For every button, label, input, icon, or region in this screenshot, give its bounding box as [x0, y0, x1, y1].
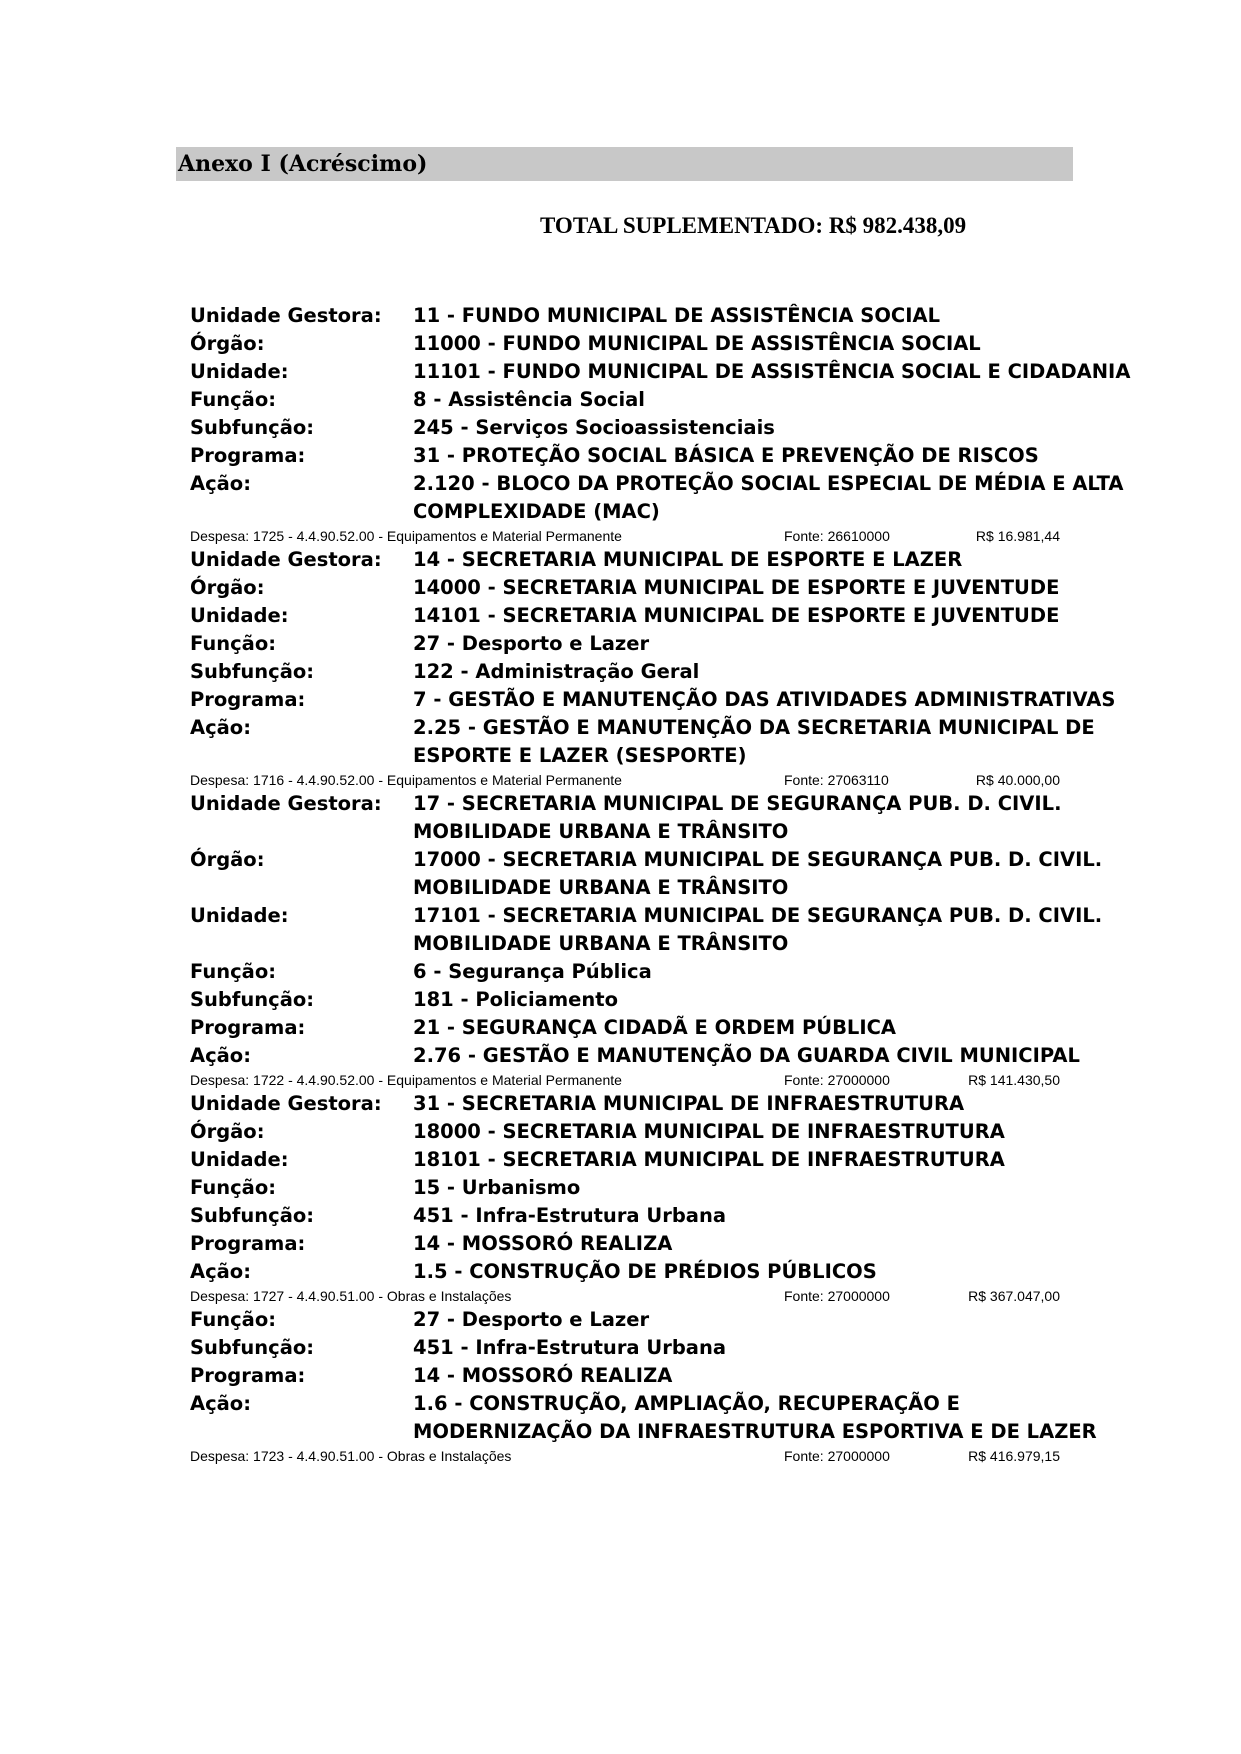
annex-title: Anexo I (Acréscimo) [176, 147, 1073, 181]
row-subfuncao [190, 1334, 1060, 1362]
expense-line [190, 770, 1060, 790]
row-orgao [190, 574, 1060, 602]
label: Unidade: [190, 904, 289, 927]
expense-source: Fonte: 27000000 [784, 1288, 890, 1304]
label: Subfunção: [190, 988, 315, 1011]
value: 8 - Assistência Social [413, 388, 645, 411]
value: 245 - Serviços Socioassistenciais [413, 416, 775, 439]
value: 451 - Infra-Estrutura Urbana [413, 1204, 726, 1227]
row-acao [190, 1390, 1060, 1418]
row-funcao [190, 958, 1060, 986]
label: Ação: [190, 1392, 252, 1415]
label: Programa: [190, 688, 306, 711]
value: 1.6 - CONSTRUÇÃO, AMPLIAÇÃO, RECUPERAÇÃO E [413, 1392, 960, 1415]
value: 11000 - FUNDO MUNICIPAL DE ASSISTÊNCIA SOCIAL [413, 332, 981, 355]
label: Subfunção: [190, 1336, 315, 1359]
value: MOBILIDADE URBANA E TRÂNSITO [413, 820, 789, 843]
row-funcao [190, 386, 1060, 414]
value: 122 - Administração Geral [413, 660, 700, 683]
row-subfuncao [190, 658, 1060, 686]
value: 11 - FUNDO MUNICIPAL DE ASSISTÊNCIA SOCIAL [413, 304, 941, 327]
value: 18101 - SECRETARIA MUNICIPAL DE INFRAESTRUTURA [413, 1148, 1005, 1171]
value: 27 - Desporto e Lazer [413, 1308, 650, 1331]
value: 14 - MOSSORÓ REALIZA [413, 1364, 673, 1387]
value: 11101 - FUNDO MUNICIPAL DE ASSISTÊNCIA SOCIAL E CIDADANIA [413, 360, 1131, 383]
value: 7 - GESTÃO E MANUTENÇÃO DAS ATIVIDADES ADMINISTRATIVAS [413, 688, 1116, 711]
label: Programa: [190, 1232, 306, 1255]
value: 2.120 - BLOCO DA PROTEÇÃO SOCIAL ESPECIAL DE MÉDIA E ALTA [413, 472, 1124, 495]
row-funcao [190, 1174, 1060, 1202]
label: Subfunção: [190, 1204, 315, 1227]
value: 21 - SEGURANÇA CIDADÃ E ORDEM PÚBLICA [413, 1016, 897, 1039]
expense-amount: R$ 416.979,15 [968, 1448, 1060, 1464]
value: 31 - PROTEÇÃO SOCIAL BÁSICA E PREVENÇÃO DE RISCOS [413, 444, 1039, 467]
expense-source: Fonte: 27063110 [784, 772, 889, 788]
value: MOBILIDADE URBANA E TRÂNSITO [413, 932, 789, 955]
value: 451 - Infra-Estrutura Urbana [413, 1336, 726, 1359]
row-acao-continued [190, 742, 1060, 770]
expense-description: Despesa: 1727 - 4.4.90.51.00 - Obras e Instalações [190, 1288, 512, 1304]
row-funcao [190, 1306, 1060, 1334]
row-subfuncao [190, 414, 1060, 442]
expense-description: Despesa: 1723 - 4.4.90.51.00 - Obras e Instalações [190, 1448, 512, 1464]
row-programa [190, 686, 1116, 714]
row-acao [190, 470, 1124, 498]
expense-amount: R$ 141.430,50 [968, 1072, 1060, 1088]
row-programa [190, 1014, 1060, 1042]
expense-description: Despesa: 1716 - 4.4.90.52.00 - Equipamentos e Material Permanente [190, 772, 622, 788]
expense-line [190, 1286, 1060, 1306]
label: Unidade: [190, 1148, 289, 1171]
expense-amount: R$ 16.981,44 [975, 528, 1060, 544]
value: 17101 - SECRETARIA MUNICIPAL DE SEGURANÇA PUB. D. CIVIL. [413, 904, 1103, 927]
value: MOBILIDADE URBANA E TRÂNSITO [413, 876, 789, 899]
value: 2.25 - GESTÃO E MANUTENÇÃO DA SECRETARIA MUNICIPAL DE [413, 716, 1095, 739]
value: 27 - Desporto e Lazer [413, 632, 650, 655]
label: Subfunção: [190, 416, 315, 439]
row-subfuncao [190, 1202, 1060, 1230]
row-acao-continued [190, 498, 1060, 526]
label: Programa: [190, 1016, 306, 1039]
expense-description: Despesa: 1722 - 4.4.90.52.00 - Equipamentos e Material Permanente [190, 1072, 622, 1088]
label: Função: [190, 632, 277, 655]
label: Ação: [190, 1044, 252, 1067]
label: Programa: [190, 1364, 306, 1387]
label: Função: [190, 1308, 277, 1331]
value: 14 - SECRETARIA MUNICIPAL DE ESPORTE E LAZER [413, 548, 963, 571]
row-funcao [190, 630, 1060, 658]
label: Programa: [190, 444, 306, 467]
label: Função: [190, 388, 277, 411]
expense-description: Despesa: 1725 - 4.4.90.52.00 - Equipamentos e Material Permanente [190, 528, 622, 544]
row-programa [190, 1362, 1060, 1390]
label: Unidade: [190, 604, 289, 627]
expense-line [190, 1070, 1060, 1090]
label: Unidade Gestora: [190, 1092, 382, 1115]
label: Unidade Gestora: [190, 548, 382, 571]
row-unidade [190, 902, 1103, 930]
value: 18000 - SECRETARIA MUNICIPAL DE INFRAESTRUTURA [413, 1120, 1005, 1143]
row-orgao-continued [190, 874, 1060, 902]
row-unidade [190, 1146, 1060, 1174]
label: Subfunção: [190, 660, 315, 683]
label: Função: [190, 1176, 277, 1199]
label: Função: [190, 960, 277, 983]
row-unidade-gestora [190, 302, 1060, 330]
row-unidade-gestora [190, 790, 1060, 818]
expense-source: Fonte: 27000000 [784, 1072, 890, 1088]
row-unidade-gestora-continued [190, 818, 1060, 846]
label: Unidade: [190, 360, 289, 383]
label: Unidade Gestora: [190, 792, 382, 815]
label: Ação: [190, 472, 252, 495]
value: 14000 - SECRETARIA MUNICIPAL DE ESPORTE E JUVENTUDE [413, 576, 1060, 599]
value: 17000 - SECRETARIA MUNICIPAL DE SEGURANÇA PUB. D. CIVIL. [413, 848, 1103, 871]
value: 6 - Segurança Pública [413, 960, 652, 983]
expense-line [190, 526, 1060, 546]
value: 2.76 - GESTÃO E MANUTENÇÃO DA GUARDA CIVIL MUNICIPAL [413, 1044, 1080, 1067]
label: Ação: [190, 716, 252, 739]
label: Órgão: [190, 332, 265, 355]
row-acao-continued [190, 1418, 1097, 1446]
value: 15 - Urbanismo [413, 1176, 581, 1199]
row-unidade [190, 602, 1060, 630]
row-orgao [190, 1118, 1060, 1146]
value: 1.5 - CONSTRUÇÃO DE PRÉDIOS PÚBLICOS [413, 1260, 877, 1283]
expense-source: Fonte: 27000000 [784, 1448, 890, 1464]
row-unidade-gestora [190, 546, 1060, 574]
label: Unidade Gestora: [190, 304, 382, 327]
value: ESPORTE E LAZER (SESPORTE) [413, 744, 747, 767]
value: COMPLEXIDADE (MAC) [413, 500, 660, 523]
row-acao [190, 1258, 1060, 1286]
value: MODERNIZAÇÃO DA INFRAESTRUTURA ESPORTIVA E DE LAZER [413, 1420, 1097, 1443]
value: 17 - SECRETARIA MUNICIPAL DE SEGURANÇA PUB. D. CIVIL. [413, 792, 1062, 815]
expense-line [190, 1446, 1060, 1466]
row-orgao [190, 846, 1103, 874]
row-unidade-continued [190, 930, 1060, 958]
budget-entries [190, 302, 1131, 1466]
label: Ação: [190, 1260, 252, 1283]
row-orgao [190, 330, 1060, 358]
value: 181 - Policiamento [413, 988, 618, 1011]
row-unidade-gestora [190, 1090, 1060, 1118]
expense-amount: R$ 367.047,00 [968, 1288, 1060, 1304]
label: Órgão: [190, 1120, 265, 1143]
row-subfuncao [190, 986, 1060, 1014]
total-supplemented: TOTAL SUPLEMENTADO: R$ 982.438,09 [540, 213, 967, 238]
row-acao [190, 714, 1095, 742]
row-unidade [190, 358, 1131, 386]
value: 14 - MOSSORÓ REALIZA [413, 1232, 673, 1255]
row-programa [190, 1230, 1060, 1258]
label: Órgão: [190, 576, 265, 599]
expense-amount: R$ 40.000,00 [975, 772, 1060, 788]
label: Órgão: [190, 848, 265, 871]
value: 14101 - SECRETARIA MUNICIPAL DE ESPORTE E JUVENTUDE [413, 604, 1060, 627]
row-programa [190, 442, 1060, 470]
row-acao [190, 1042, 1080, 1070]
value: 31 - SECRETARIA MUNICIPAL DE INFRAESTRUTURA [413, 1092, 965, 1115]
expense-source: Fonte: 26610000 [784, 528, 890, 544]
